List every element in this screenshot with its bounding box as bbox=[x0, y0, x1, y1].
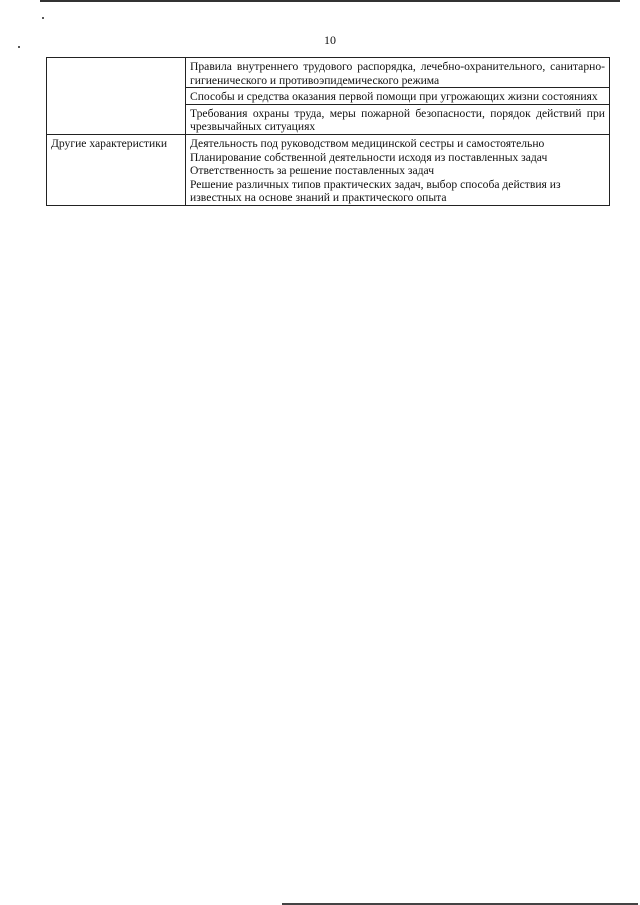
other-characteristics-label: Другие характеристики bbox=[47, 134, 186, 205]
other-characteristics-content bbox=[186, 134, 610, 205]
row-text-cell: Правила внутреннего трудового распорядка, лечебно-охранительного, санитарно-гигиенического и противоэпидемического режима bbox=[186, 58, 610, 88]
page-number: 10 bbox=[324, 33, 336, 47]
table-row bbox=[47, 134, 610, 205]
scan-speck bbox=[42, 17, 44, 19]
table-row bbox=[47, 58, 610, 88]
characteristics-table bbox=[46, 57, 610, 206]
characteristic-line: Решение различных типов практических задач, выбор способа действия из известных на основе знаний и практического опыта bbox=[190, 177, 561, 205]
row-text-cell: Способы и средства оказания первой помощи при угрожающих жизни состояниях bbox=[186, 88, 610, 105]
characteristic-line: Ответственность за решение поставленных задач bbox=[190, 164, 435, 178]
characteristic-line: Планирование собственной деятельности исходя из поставленных задач bbox=[190, 150, 548, 164]
scan-edge-top bbox=[40, 0, 620, 2]
row-label-cell bbox=[47, 58, 186, 135]
characteristic-line: Деятельность под руководством медицинской сестры и самостоятельно bbox=[190, 136, 545, 150]
row-text-cell: Требования охраны труда, меры пожарной безопасности, порядок действий при чрезвычайных ситуациях bbox=[186, 104, 610, 134]
